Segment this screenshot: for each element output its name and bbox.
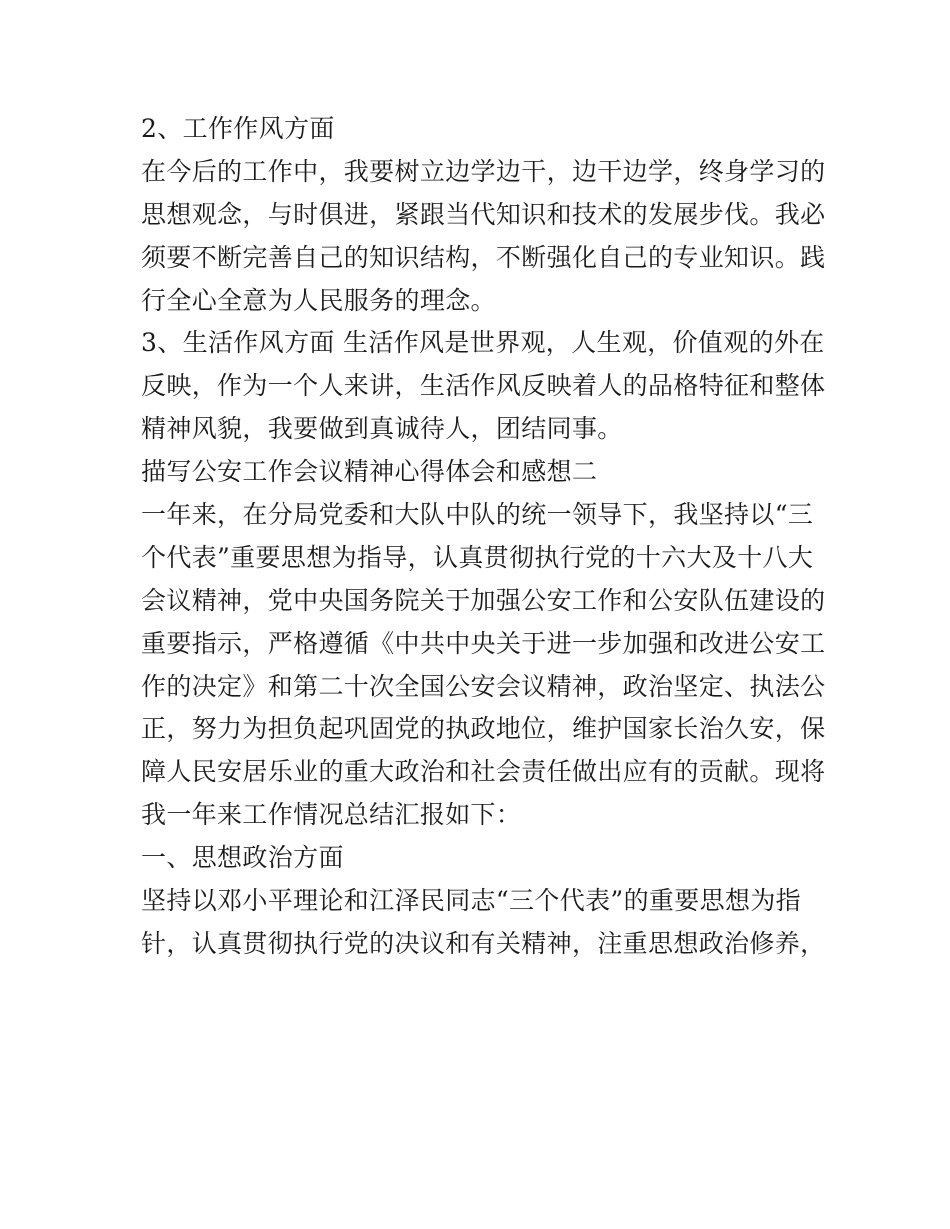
paragraph-line: 会议精神，党中央国务院关于加强公安工作和公安队伍建设的 (141, 585, 826, 615)
paragraph-line: 坚持以邓小平理论和江泽民同志“三个代表”的重要思想为指 (141, 886, 802, 916)
section-heading: 2、工作作风方面 (141, 114, 335, 143)
paragraph-line: 须要不断完善自己的知识结构，不断强化自己的专业知识。践 (141, 242, 826, 272)
article-title: 描写公安工作会议精神心得体会和感想二 (141, 457, 598, 487)
paragraph-line: 针，认真贯彻执行党的决议和有关精神，注重思想政治修养， (141, 928, 826, 958)
paragraph-line: 思想观念，与时俱进，紧跟当代知识和技术的发展步伐。我必 (141, 199, 826, 229)
paragraph-line: 一年来，在分局党委和大队中队的统一领导下，我坚持以“三 (141, 500, 814, 530)
paragraph-line: 行全心全意为人民服务的理念。 (141, 285, 496, 315)
paragraph-line: 作的决定》和第二十次全国公安会议精神，政治坚定、执法公 (141, 671, 826, 701)
paragraph-line: 精神风貌，我要做到真诚待人，团结同事。 (141, 414, 623, 444)
document-body (141, 108, 826, 966)
paragraph-line: 正，努力为担负起巩固党的执政地位，维护国家长治久安，保 (141, 714, 826, 744)
paragraph-line: 在今后的工作中，我要树立边学边干，边干边学，终身学习的 (141, 156, 826, 186)
paragraph-line: 障人民安居乐业的重大政治和社会责任做出应有的贡献。现将 (141, 757, 826, 787)
paragraph-line: 个代表”重要思想为指导，认真贯彻执行党的十六大及十八大 (141, 542, 814, 572)
section-heading: 一、思想政治方面 (141, 843, 344, 873)
paragraph-line: 反映，作为一个人来讲，生活作风反映着人的品格特征和整体 (141, 371, 826, 401)
section-heading: 3、生活作风方面 生活作风是世界观，人生观，价值观的外在 (141, 328, 825, 358)
paragraph-line: 重要指示，严格遵循《中共中央关于进一步加强和改进公安工 (141, 628, 826, 658)
paragraph-line: 我一年来工作情况总结汇报如下： (141, 800, 522, 830)
